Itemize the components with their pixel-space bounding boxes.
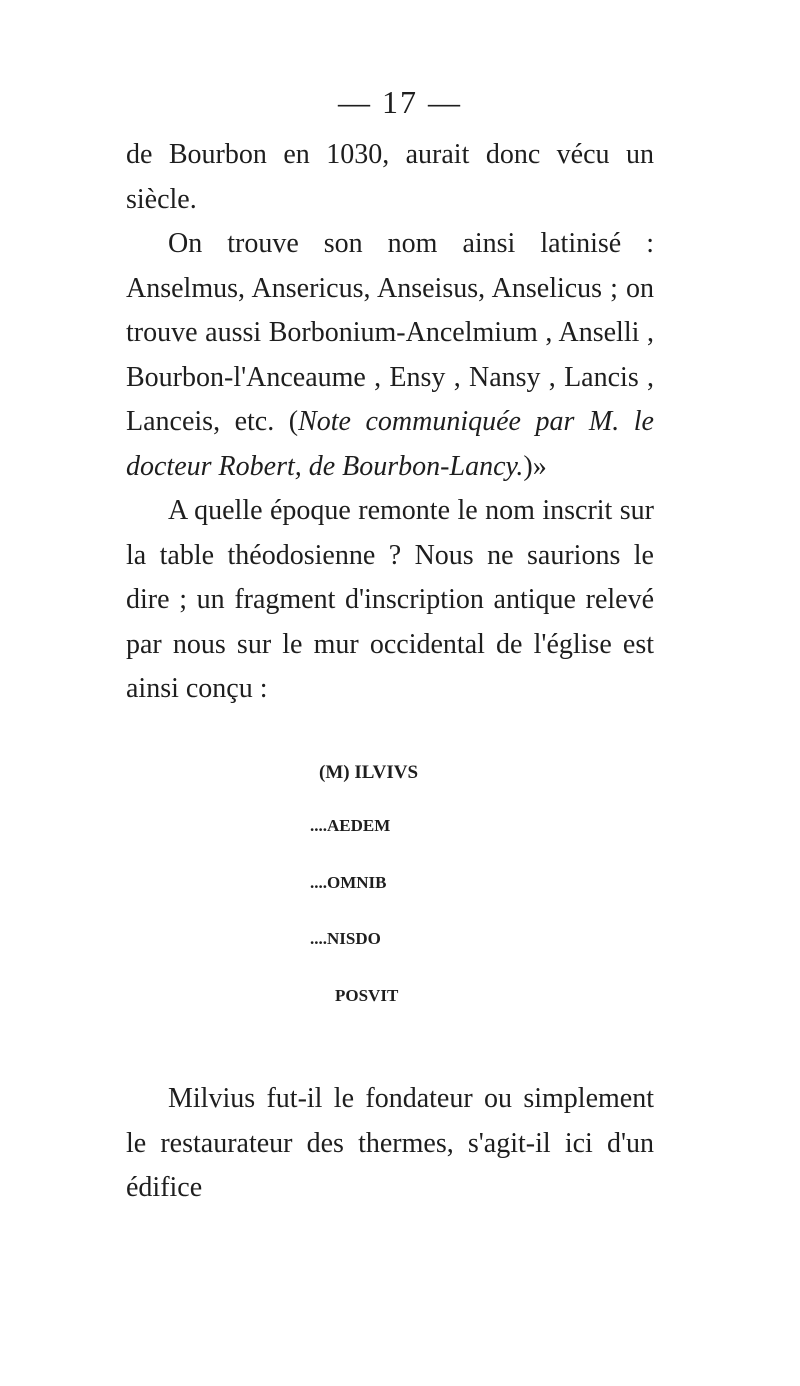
text-run: Milvius fut-il le fondateur ou simplement le restaurateur des thermes, s'agit-il ici d'un édifice [126, 1083, 654, 1203]
page-number: — 17 — [338, 84, 462, 120]
text-run: )» [523, 450, 547, 482]
text-run: On trouve son nom ainsi latinisé : Anselmus, Ansericus, Anseisus, Anselicus ; on trouve aussi Borbonium-Ancelmium , Anselli , Bourbon-l'Anceaume , Ensy , Nansy , Lancis , Lanceis, etc. ( [126, 228, 654, 437]
text-block-bottom [126, 1077, 654, 1211]
inscription-line: ....AEDEM [310, 816, 391, 835]
paragraph [126, 1077, 654, 1211]
paragraph [126, 222, 654, 489]
text-run: A quelle époque remonte le nom inscrit sur la table théodosienne ? Nous ne saurions le dire ; un fragment d'inscription antique relevé par nous sur le mur occidental de l'église est ainsi conçu : [126, 495, 654, 704]
inscription-line: ....OMNIB [310, 873, 387, 892]
paragraph [126, 133, 654, 222]
inscription-line: POSVIT [335, 986, 399, 1005]
inscription-line: (M) ILVIVS [319, 762, 419, 783]
inscription-line: ....NISDO [310, 929, 381, 948]
italic-note: Note communiquée par M. le docteur Robert, de Bourbon-Lancy. [126, 406, 654, 482]
paragraph [126, 489, 654, 712]
text-block-top [126, 133, 654, 712]
text-run: de Bourbon en 1030, aurait donc vécu un siècle. [126, 139, 654, 215]
